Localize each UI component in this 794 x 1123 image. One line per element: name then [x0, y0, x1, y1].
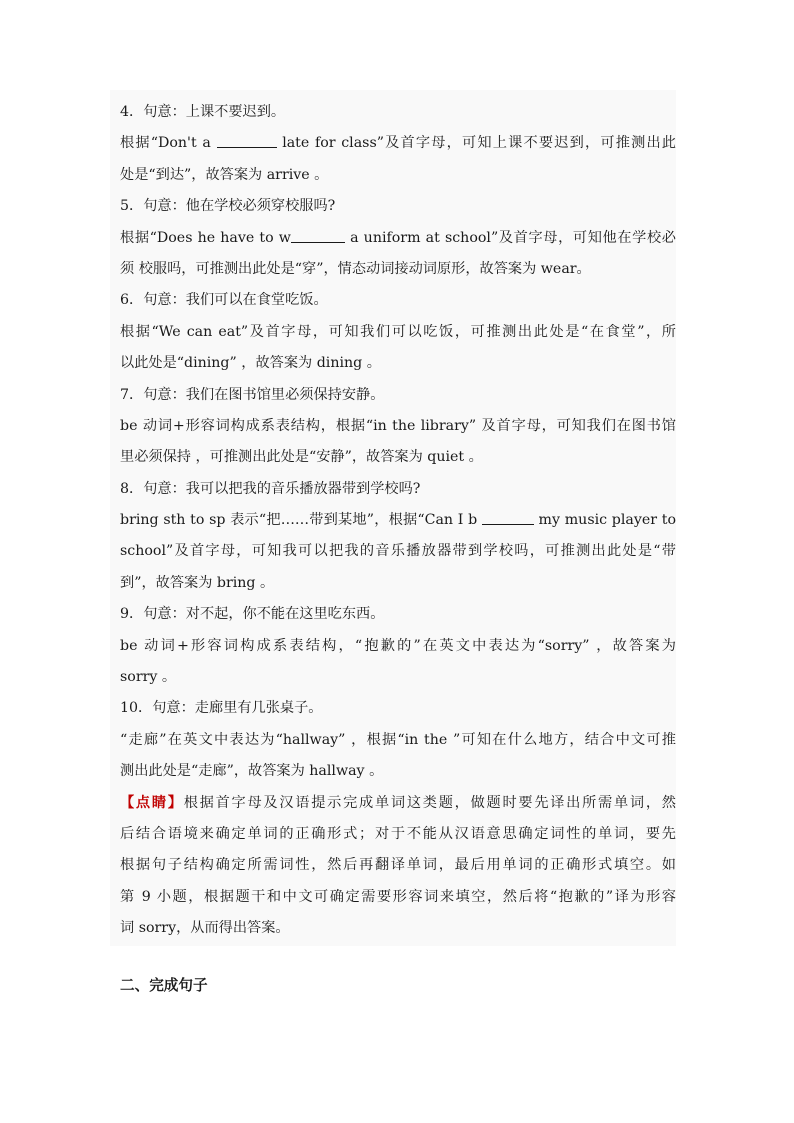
section-heading: 二、完成句子 [120, 977, 208, 994]
q5-explanation-line-2: 须 校服吗，可推测出此处是“穿”，情态动词接动词原形，故答案为 wear。 [120, 260, 591, 277]
q5-text-b: a uniform at school”及首字母，可知他在学校必 [344, 229, 676, 246]
tip-line-2: 后结合语境来确定单词的正确形式；对于不能从汉语意思确定词性的单词，要先 [120, 825, 676, 842]
q8-text-b: my music player to [533, 512, 676, 529]
q6-title: 6．句意：我们可以在食堂吃饭。 [120, 292, 328, 309]
q4-explanation-line-1 [120, 128, 676, 159]
q8-text-a: bring sth to sp 表示“把……带到某地”，根据“Can I b [120, 512, 482, 529]
answer-blank [291, 228, 345, 243]
q8-explanation-line-1 [120, 505, 676, 536]
q5-text-a: 根据“Does he have to w [120, 229, 291, 246]
tip-text-1: 根据首字母及汉语提示完成单词这类题，做题时要先译出所需单词，然 [183, 794, 676, 811]
q10-explanation-line-2: 测出此处是“走廊”，故答案为 hallway 。 [120, 763, 384, 780]
tip-line-1 [120, 788, 676, 819]
answer-blank [482, 510, 534, 525]
explanations [120, 97, 676, 945]
tip-line-4: 第 9 小题，根据题干和中文可确定需要形容词来填空，然后将“抱歉的”译为形容 [120, 888, 676, 905]
tip-line-5: 词 sorry，从而得出答案。 [120, 920, 290, 937]
q5-title: 5．句意：他在学校必须穿校服吗? [120, 198, 336, 215]
q4-text-b: late for class”及首字母，可知上课不要迟到，可推测出此 [276, 135, 676, 152]
q8-explanation-line-3: 到”，故答案为 bring 。 [120, 574, 275, 591]
answer-blank [217, 133, 277, 148]
tip-label: 【点睛】 [120, 794, 184, 811]
q10-explanation-line-1: “走廊”在英文中表达为“hallway” ，根据“in the ”可知在什么地方，结合中文可推 [120, 731, 676, 748]
q8-title: 8．句意：我可以把我的音乐播放器带到学校吗? [120, 480, 421, 497]
q7-title: 7．句意：我们在图书馆里必须保持安静。 [120, 386, 385, 403]
q9-title: 9．句意：对不起，你不能在这里吃东西。 [120, 606, 385, 623]
q4-text-a: 根据“Don't a [120, 135, 217, 152]
q10-title: 10．句意：走廊里有几张桌子。 [120, 700, 323, 717]
q9-explanation-line-1: be 动词+形容词构成系表结构，“抱歉的”在英文中表达为“sorry” ，故答案为 [120, 637, 676, 654]
q4-explanation-line-2: 处是“到达”，故答案为 arrive 。 [120, 166, 329, 183]
q9-explanation-line-2: sorry 。 [120, 669, 177, 686]
q7-explanation-line-1: be 动词+形容词构成系表结构，根据“in the library” 及首字母，可知我们在图书馆 [120, 417, 676, 434]
q6-explanation-line-1: 根据“We can eat”及首字母，可知我们可以吃饭，可推测出此处是“在食堂”，所 [120, 323, 676, 340]
q7-explanation-line-2: 里必须保持 ，可推测出此处是“安静”，故答案为 quiet 。 [120, 449, 483, 466]
q6-explanation-line-2: 以此处是“dining” ，故答案为 dining 。 [120, 355, 381, 372]
q4-title: 4．句意：上课不要迟到。 [120, 104, 286, 120]
q5-explanation-line-1 [120, 223, 676, 254]
q8-explanation-line-2: school”及首字母，可知我可以把我的音乐播放器带到学校吗，可推测出此处是“带 [120, 543, 676, 560]
tip-line-3: 根据句子结构确定所需词性，然后再翻译单词，最后用单词的正确形式填空。如 [120, 857, 676, 874]
